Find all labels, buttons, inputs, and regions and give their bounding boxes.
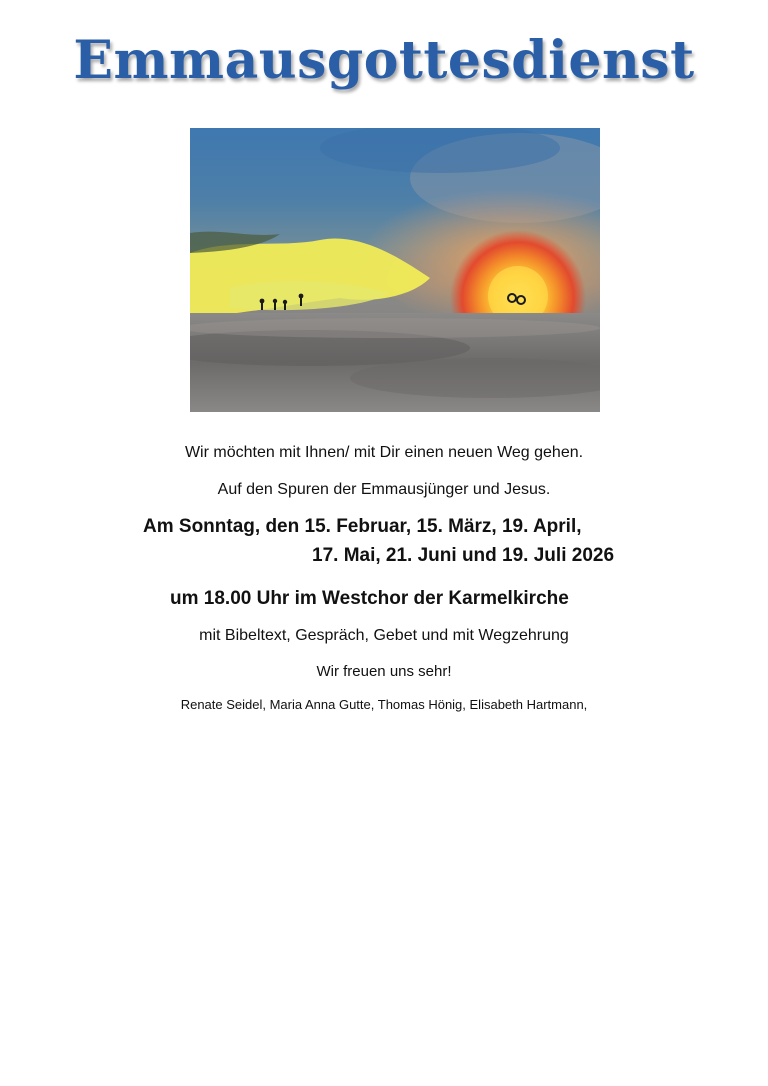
program-text: mit Bibeltext, Gespräch, Gebet und mit Wegzehrung: [199, 627, 569, 644]
page-title: Emmausgottesdienst: [73, 30, 695, 91]
closing-text: Wir freuen uns sehr!: [316, 663, 452, 680]
dates-line-1: Am Sonntag, den 15. Februar, 15. März, 19. April,: [143, 516, 582, 537]
time-place-text: um 18.00 Uhr im Westchor der Karmelkirche: [170, 588, 569, 609]
subtitle-text: Auf den Spuren der Emmausjünger und Jesus.: [217, 481, 551, 498]
watercolor-painting: [190, 128, 600, 412]
intro-text: Wir möchten mit Ihnen/ mit Dir einen neuen Weg gehen.: [184, 444, 584, 461]
dates-line-2: 17. Mai, 21. Juni und 19. Juli 2026: [312, 545, 615, 566]
signatures-text: Renate Seidel, Maria Anna Gutte, Thomas Hönig, Elisabeth Hartmann,: [180, 697, 588, 712]
